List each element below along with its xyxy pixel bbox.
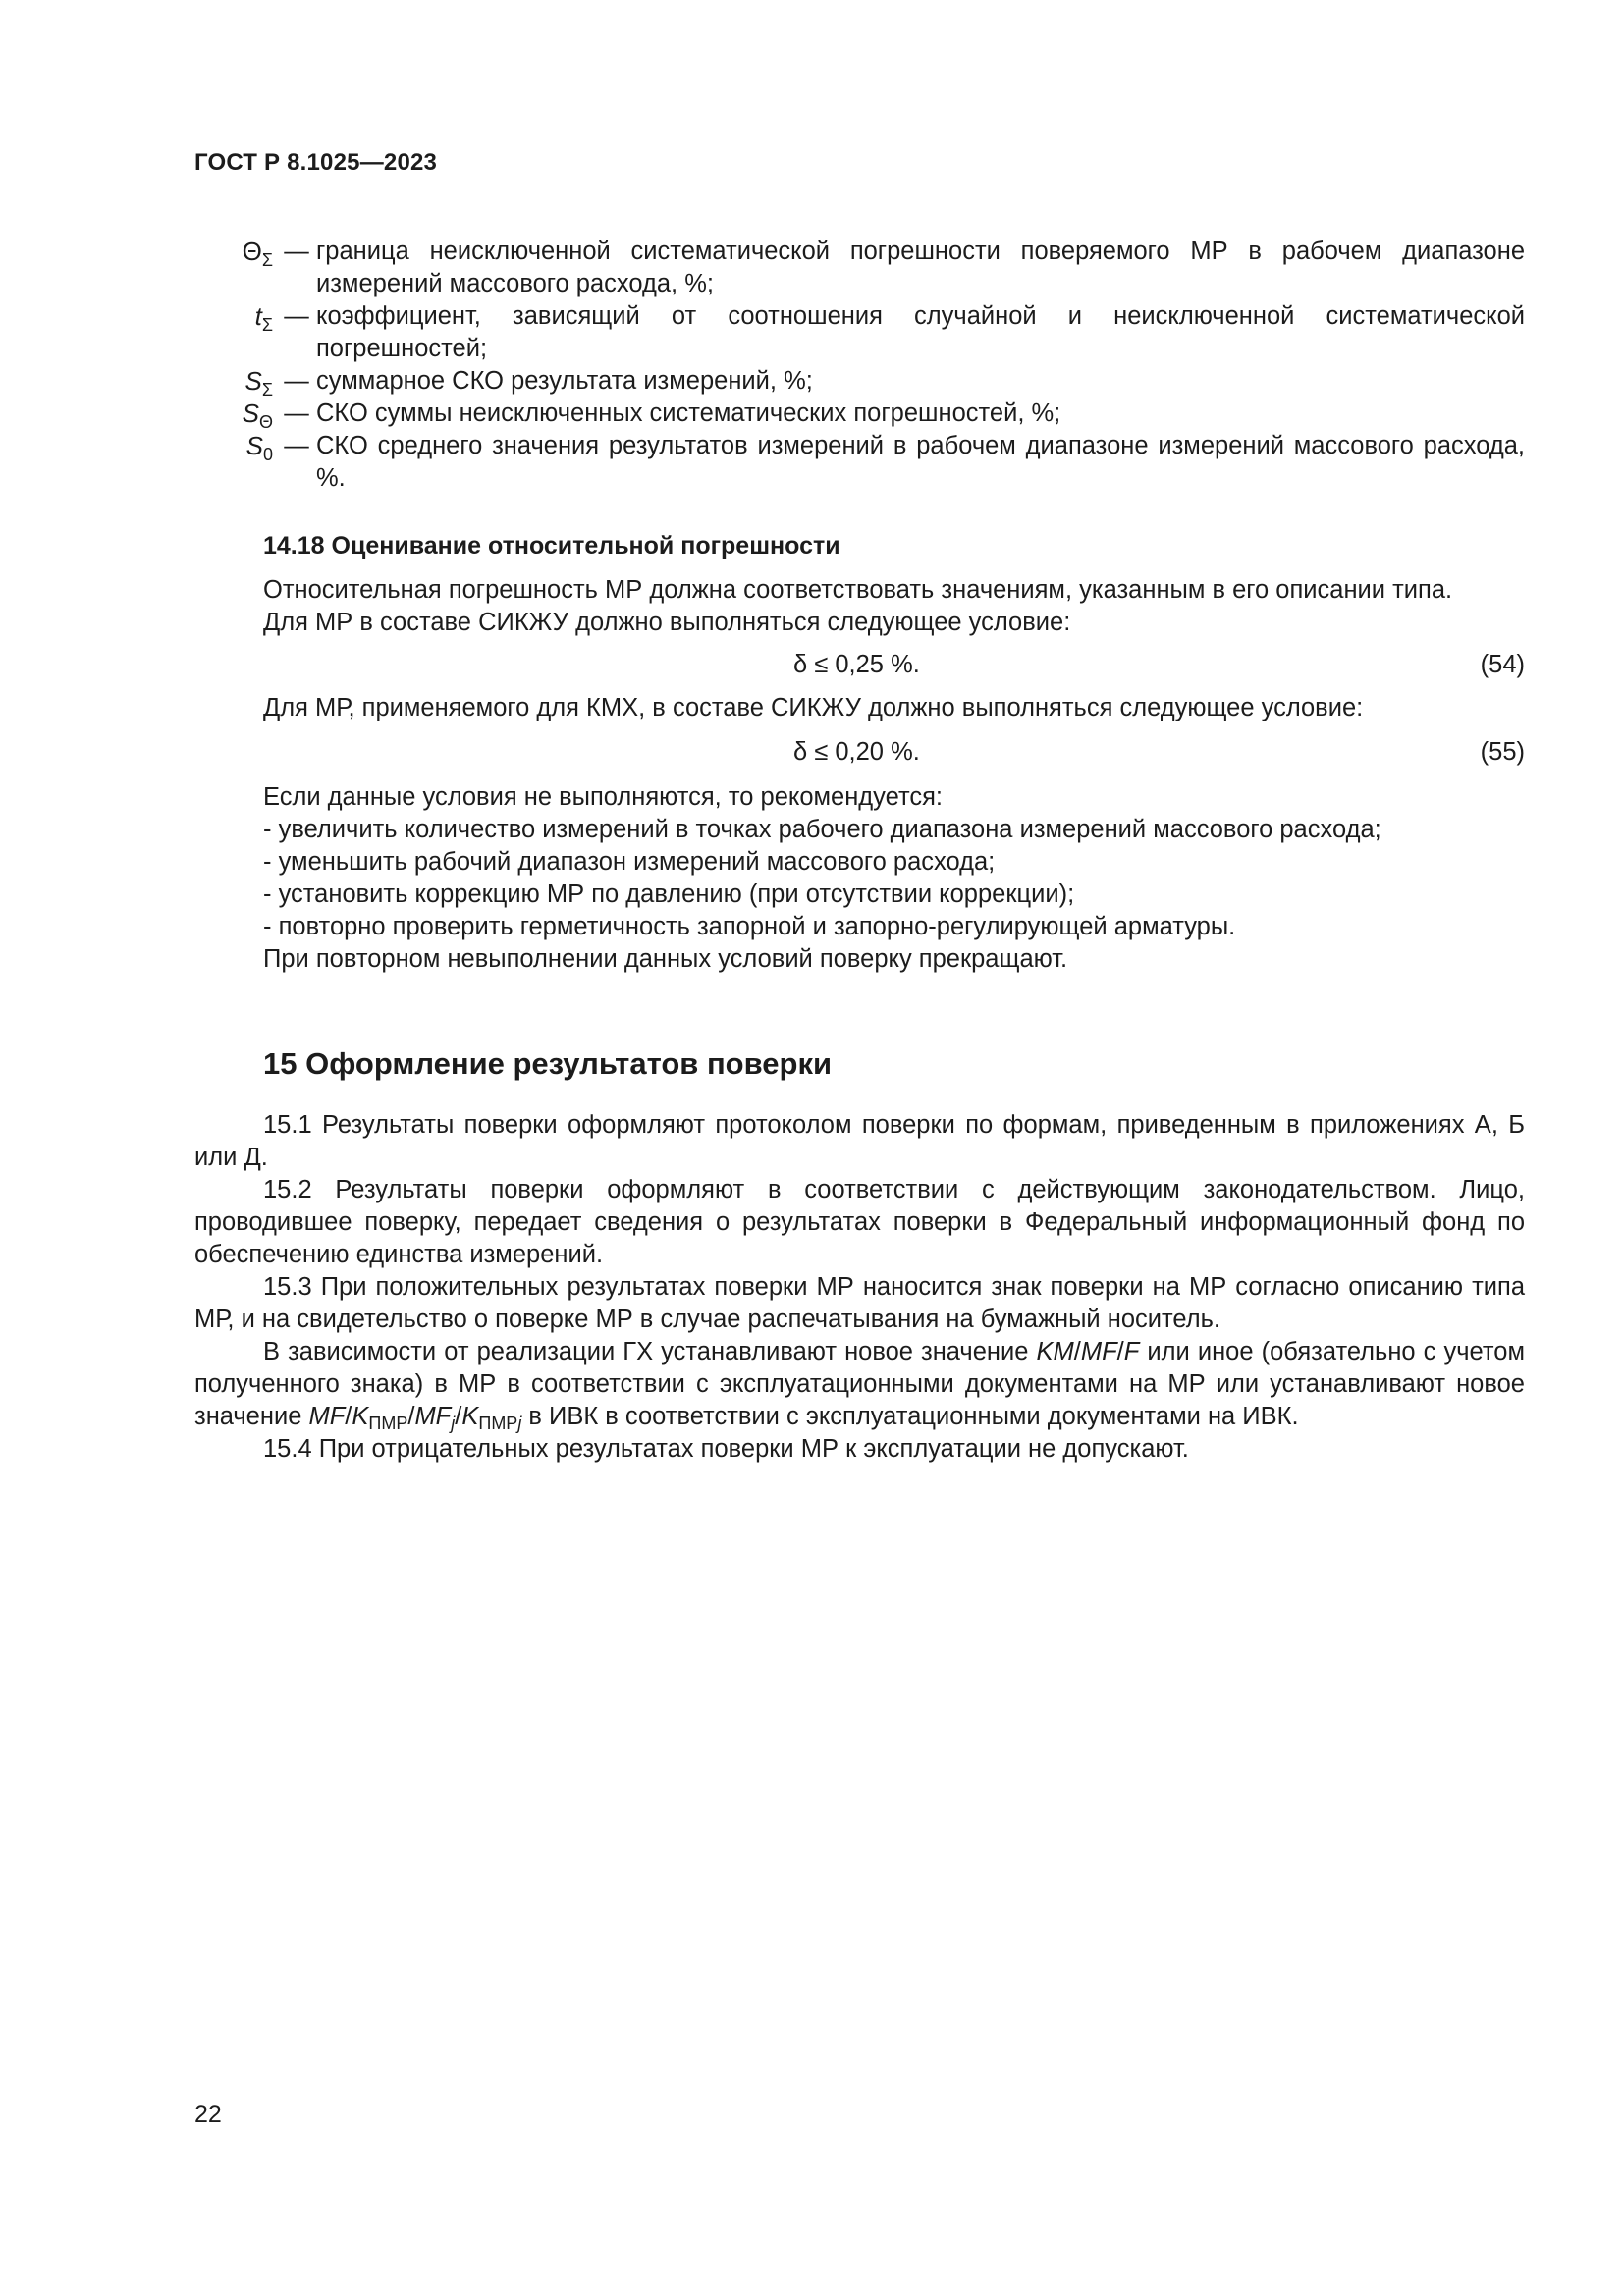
definition-text: СКО среднего значения результатов измерений в рабочем диапазоне измерений массового расхода, %. [316, 432, 1525, 492]
symbol-subscript: Θ [258, 412, 273, 432]
symbol-mfj: MF [414, 1403, 452, 1430]
paragraph-calibration: В зависимости от реализации ГХ устанавливают новое значение KM/MF/F или иное (обязательно с учетом полученного знака) в МР в соответствии с эксплуатационными документами на МР или устанавливают новое значение $MF/K_{ПМР}/MF_j/K_{ПМРj}$ в ИВК в соответствии с эксплуатационными документами на ИВК. [194, 1338, 1525, 1433]
formula-55 [263, 736, 1525, 770]
symbol: S [244, 366, 262, 396]
symbol-f: F [1123, 1338, 1140, 1365]
dash: — [284, 432, 309, 459]
paragraph: 15.3 При положительных результатах поверки МР наносится знак поверки на МР согласно описанию типа МР, и на свидетельство о поверке МР в случае распечатывания на бумажный носитель. [194, 1273, 1525, 1333]
definition-row [194, 300, 1530, 365]
definition-text: суммарное СКО результата измерений, %; [316, 367, 813, 395]
symbol-k: K [352, 1403, 369, 1430]
symbol-subscript: 0 [262, 445, 273, 464]
formula-54 [263, 649, 1525, 682]
symbol: S [245, 431, 263, 460]
list-item: - установить коррекцию МР по давлению (при отсутствии коррекции); [263, 881, 1075, 908]
list-item: - повторно проверить герметичность запорной и запорно-регулирующей арматуры. [263, 913, 1236, 940]
dash: — [284, 238, 309, 265]
page-number: 22 [194, 2101, 222, 2128]
symbol-subscript: Σ [261, 315, 273, 335]
paragraph-line: Относительная погрешность МР должна соответствовать значениям, указанным в его описании типа. [263, 576, 1453, 604]
dash: — [284, 302, 309, 330]
slash: / [1116, 1338, 1124, 1365]
definition-row [194, 365, 1530, 398]
paragraph-line: Для МР в составе СИКЖУ должно выполняться следующее условие: [263, 609, 1071, 636]
symbol-subscript: Σ [261, 250, 273, 270]
text-run: или иное (обязательно с учетом полученного знака) в МР в соответствии с эксплуатационными документами на МР или устанавливают новое значение [194, 1338, 1525, 1430]
symbol-definitions [194, 236, 1530, 495]
symbol-km: KM [1036, 1338, 1074, 1365]
definition-row [194, 398, 1530, 430]
paragraph: 15.1 Результаты поверки оформляют протоколом поверки по формам, приведенным в приложениях А, Б или Д. [194, 1111, 1525, 1171]
definition-row [194, 236, 1530, 300]
list-item: - уменьшить рабочий диапазон измерений массового расхода; [263, 848, 996, 876]
symbol-k: K [461, 1403, 479, 1430]
dash: — [284, 400, 309, 427]
section-15-heading: 15 Оформление результатов поверки [263, 1046, 833, 1081]
formula-number: (55) [1480, 738, 1525, 766]
section-heading: 14.18 Оценивание относительной погрешности [263, 532, 840, 560]
slash: / [1073, 1338, 1081, 1365]
symbol: S [242, 399, 259, 428]
formula-expression: δ ≤ 0,20 %. [793, 738, 920, 766]
paragraph: Если данные условия не выполняются, то рекомендуется: [263, 783, 944, 811]
symbol: t [254, 301, 262, 331]
definition-row [194, 430, 1530, 495]
dash: — [284, 367, 309, 395]
section-15-body [194, 1109, 1525, 1466]
formula-expression: δ ≤ 0,25 %. [793, 651, 920, 678]
symbol-mf: MF [1080, 1338, 1117, 1365]
text-run: в ИВК в соответствии с эксплуатационными документами на ИВК. [521, 1403, 1299, 1430]
definition-text: граница неисключенной систематической погрешности поверяемого МР в рабочем диапазоне измерений массового расхода, %; [316, 238, 1525, 297]
paragraph: 15.2 Результаты поверки оформляют в соответствии с действующим законодательством. Лицо, проводившее поверку, передает сведения о результатах поверки в Федеральный информационный фонд по обеспечению единства измерений. [194, 1176, 1525, 1268]
paragraph: Для МР, применяемого для КМХ, в составе СИКЖУ должно выполняться следующее условие: [263, 694, 1364, 721]
symbol: Θ [242, 237, 262, 266]
paragraph: 15.4 При отрицательных результатах поверки МР к эксплуатации не допускают. [263, 1435, 1189, 1463]
list-item: - увеличить количество измерений в точках рабочего диапазона измерений массового расхода; [263, 816, 1381, 843]
formula-number: (54) [1480, 651, 1525, 678]
subscript-pmr: ПМР [368, 1414, 408, 1433]
paragraph: При повторном невыполнении данных условий поверку прекращают. [263, 945, 1068, 973]
symbol-mf: MF [308, 1403, 346, 1430]
text-run: В зависимости от реализации ГХ устанавливают новое значение [263, 1338, 1037, 1365]
section-14-18 [263, 530, 1525, 976]
subscript-pmr: ПМР [478, 1414, 518, 1433]
definition-text: коэффициент, зависящий от соотношения случайной и неисключенной систематической погрешностей; [316, 302, 1525, 362]
subscript-j: j [451, 1414, 456, 1433]
symbol-subscript: Σ [261, 380, 273, 400]
document-id: ГОСТ Р 8.1025—2023 [194, 149, 438, 176]
subscript-j: j [517, 1414, 522, 1433]
definition-text: СКО суммы неисключенных систематических погрешностей, %; [316, 400, 1061, 427]
